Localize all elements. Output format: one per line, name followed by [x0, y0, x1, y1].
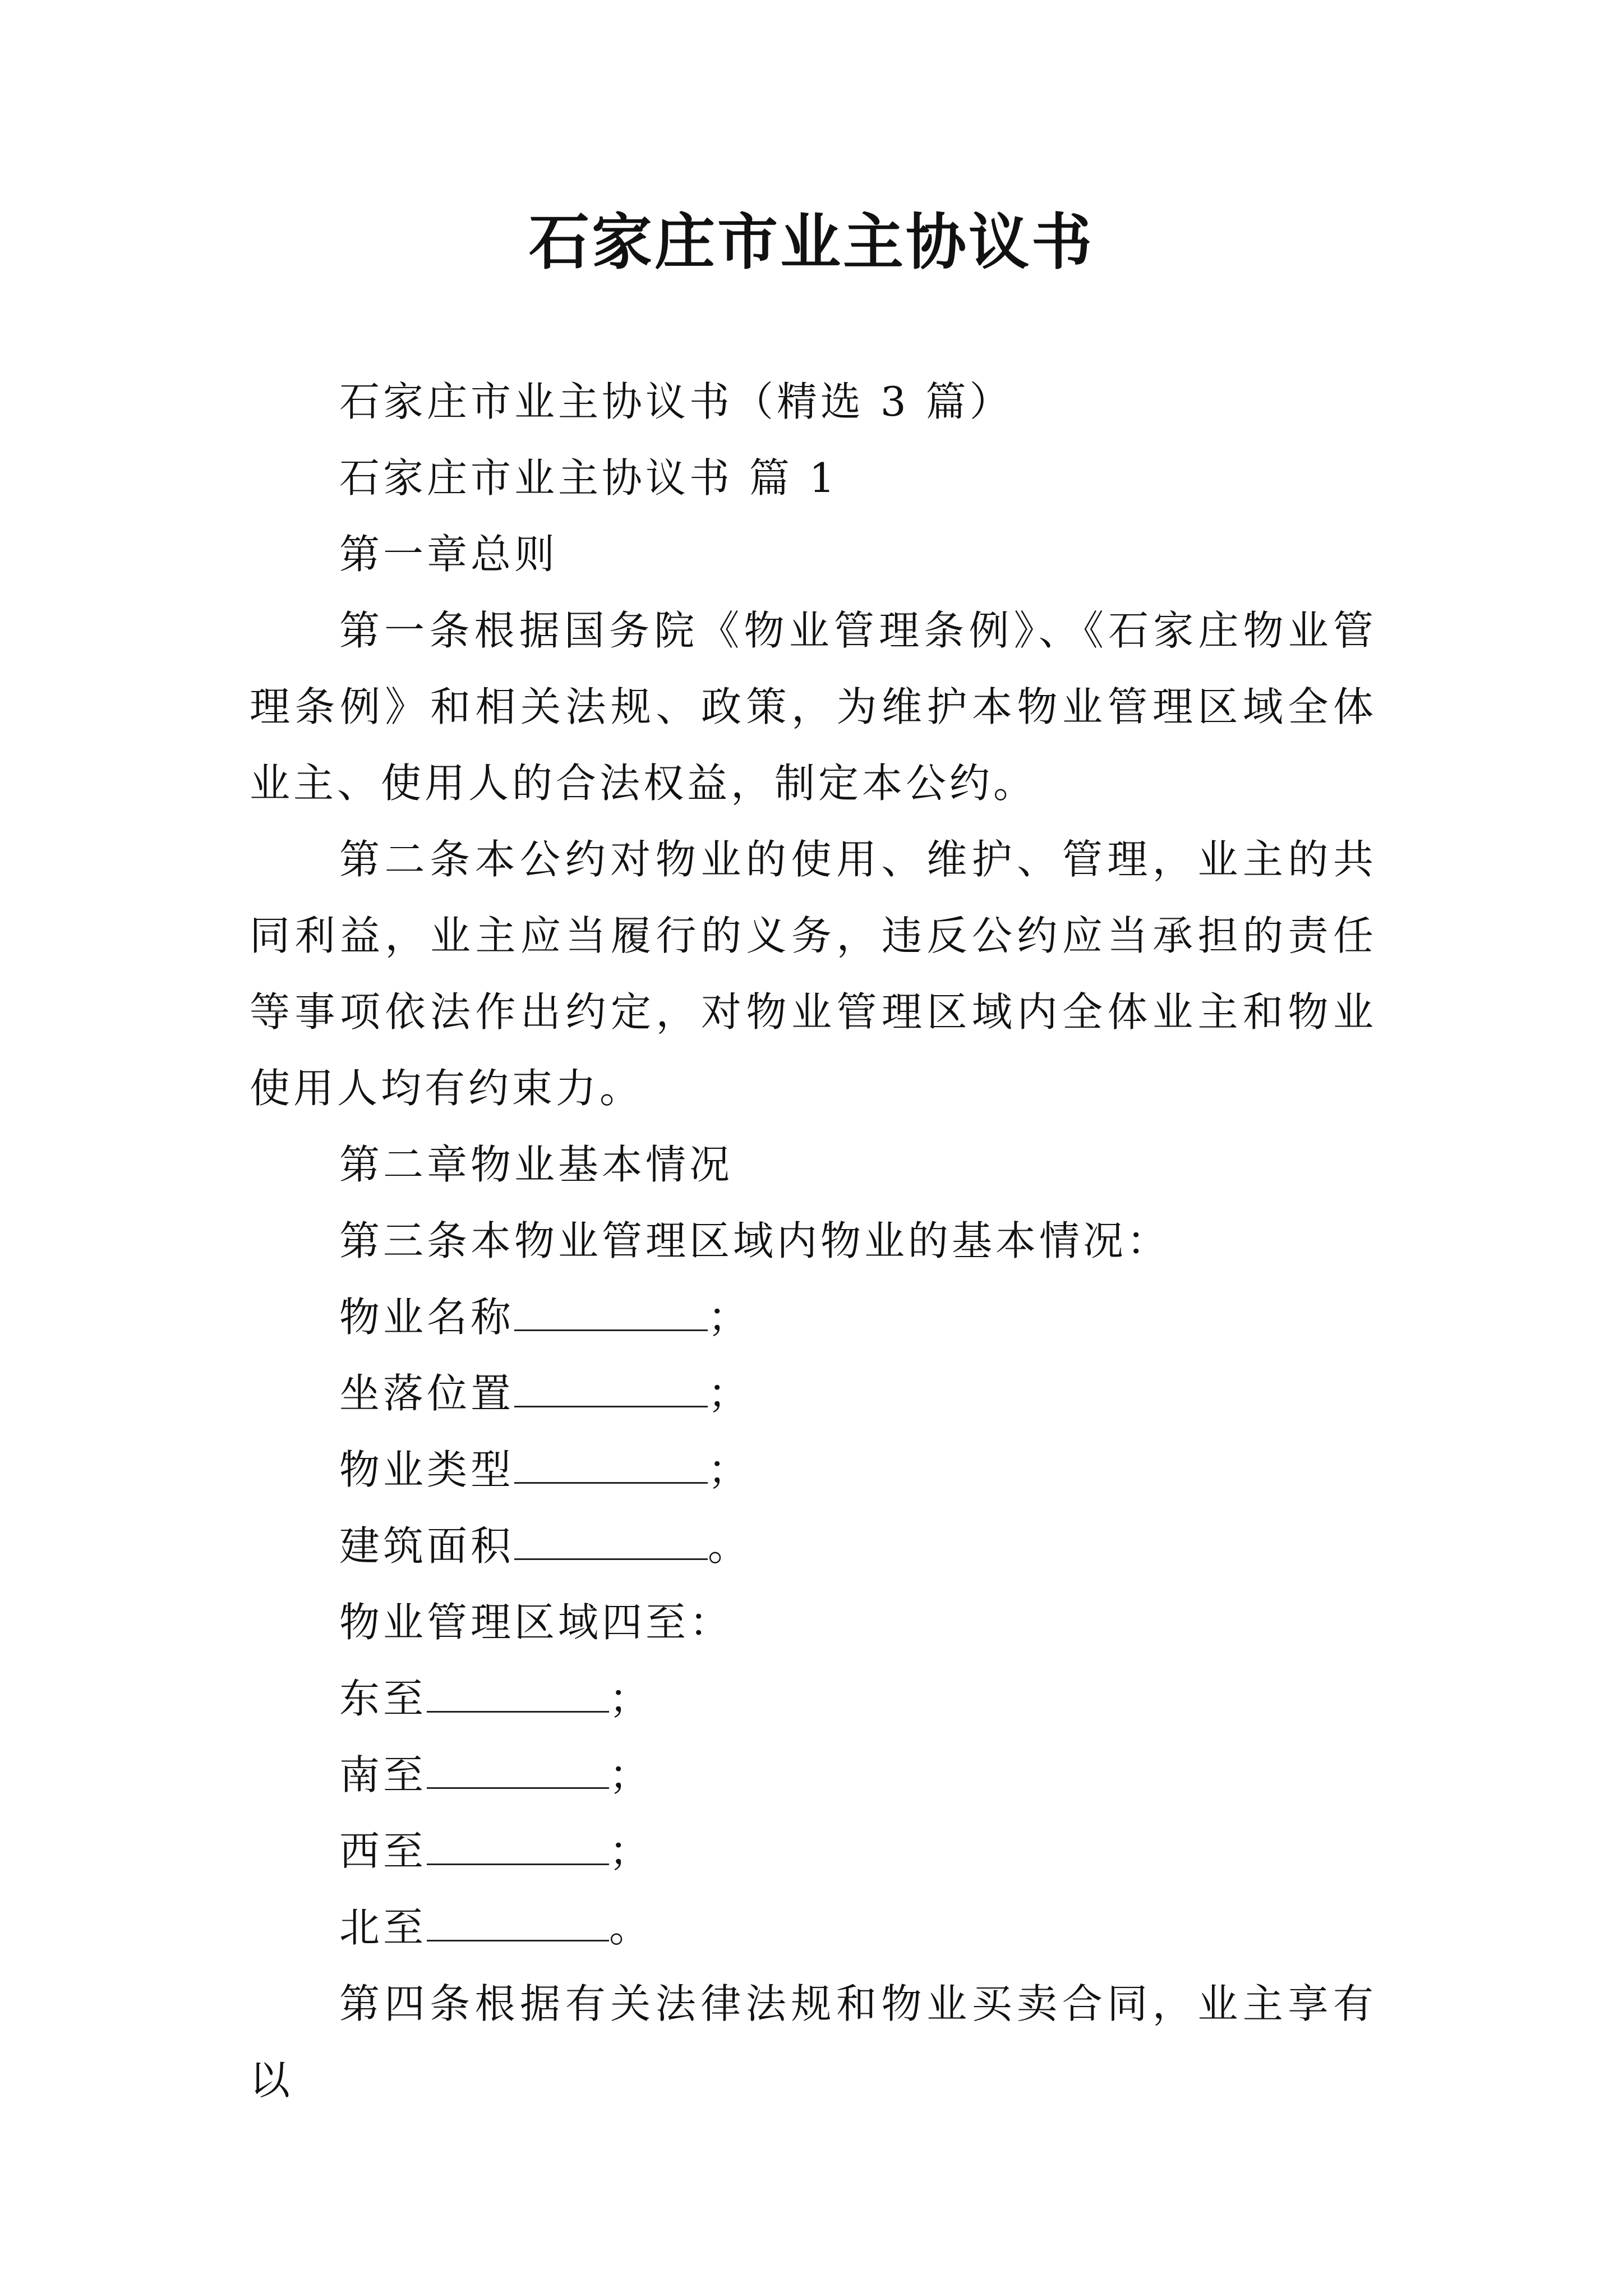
field-line-property-name: [250, 1279, 1377, 1355]
field-line-property-type: [250, 1432, 1377, 1508]
field-line-floor-area: [250, 1508, 1377, 1584]
field-end: 。: [708, 1522, 752, 1570]
field-line-south: [250, 1737, 1377, 1813]
fill-blank: [514, 1448, 708, 1484]
article-2: 第二条本公约对物业的使用、维护、管理，业主的共同利益，业主应当履行的义务，违反公约应当承担的责任等事项依法作出约定，对物业管理区域内全体业主和物业使用人均有约束力。: [250, 836, 1377, 1112]
field-label: 建筑面积: [339, 1522, 515, 1570]
field-label: 西至: [339, 1828, 427, 1875]
boundaries-heading: 物业管理区域四至：: [339, 1599, 734, 1646]
document-title: 石家庄市业主协议书: [528, 207, 1094, 278]
document-body: [250, 364, 1377, 2118]
field-label: 南至: [339, 1751, 427, 1798]
article-4: 第四条根据有关法律法规和物业买卖合同，业主享有以: [250, 1980, 1377, 2104]
field-label: 坐落位置: [339, 1370, 515, 1417]
field-label: 东至: [339, 1675, 427, 1722]
fill-blank: [514, 1372, 708, 1407]
field-line-north: [250, 1889, 1377, 1966]
article-1: 第一条根据国务院《物业管理条例》、《石家庄物业管理条例》和相关法规、政策，为维护本物业管理区域全体业主、使用人的合法权益，制定本公约。: [250, 607, 1377, 807]
field-label: 北至: [339, 1904, 427, 1951]
field-end: ；: [609, 1675, 653, 1722]
field-end: ；: [609, 1751, 653, 1798]
fill-blank: [514, 1525, 708, 1560]
field-end: 。: [609, 1904, 653, 1951]
field-line-east: [250, 1660, 1377, 1737]
fill-blank: [514, 1296, 708, 1331]
fill-blank: [427, 1754, 609, 1789]
article-3: 第三条本物业管理区域内物业的基本情况：: [339, 1217, 1171, 1264]
field-end: ；: [708, 1446, 752, 1493]
fill-blank: [427, 1677, 609, 1713]
field-end: ；: [708, 1370, 752, 1417]
field-line-west: [250, 1813, 1377, 1889]
field-end: ；: [708, 1294, 752, 1341]
fill-blank: [427, 1906, 609, 1941]
field-end: ；: [609, 1828, 653, 1875]
field-line-location: [250, 1355, 1377, 1432]
fill-blank: [427, 1830, 609, 1865]
field-label: 物业类型: [339, 1446, 515, 1493]
field-label: 物业名称: [339, 1294, 515, 1341]
paragraph-part-heading: 石家庄市业主协议书 篇 1: [339, 454, 838, 501]
paragraph-subtitle: 石家庄市业主协议书（精选 3 篇）: [339, 378, 1013, 425]
chapter-heading-2: 第二章物业基本情况: [339, 1141, 734, 1188]
chapter-heading-1: 第一章总则: [339, 531, 559, 578]
